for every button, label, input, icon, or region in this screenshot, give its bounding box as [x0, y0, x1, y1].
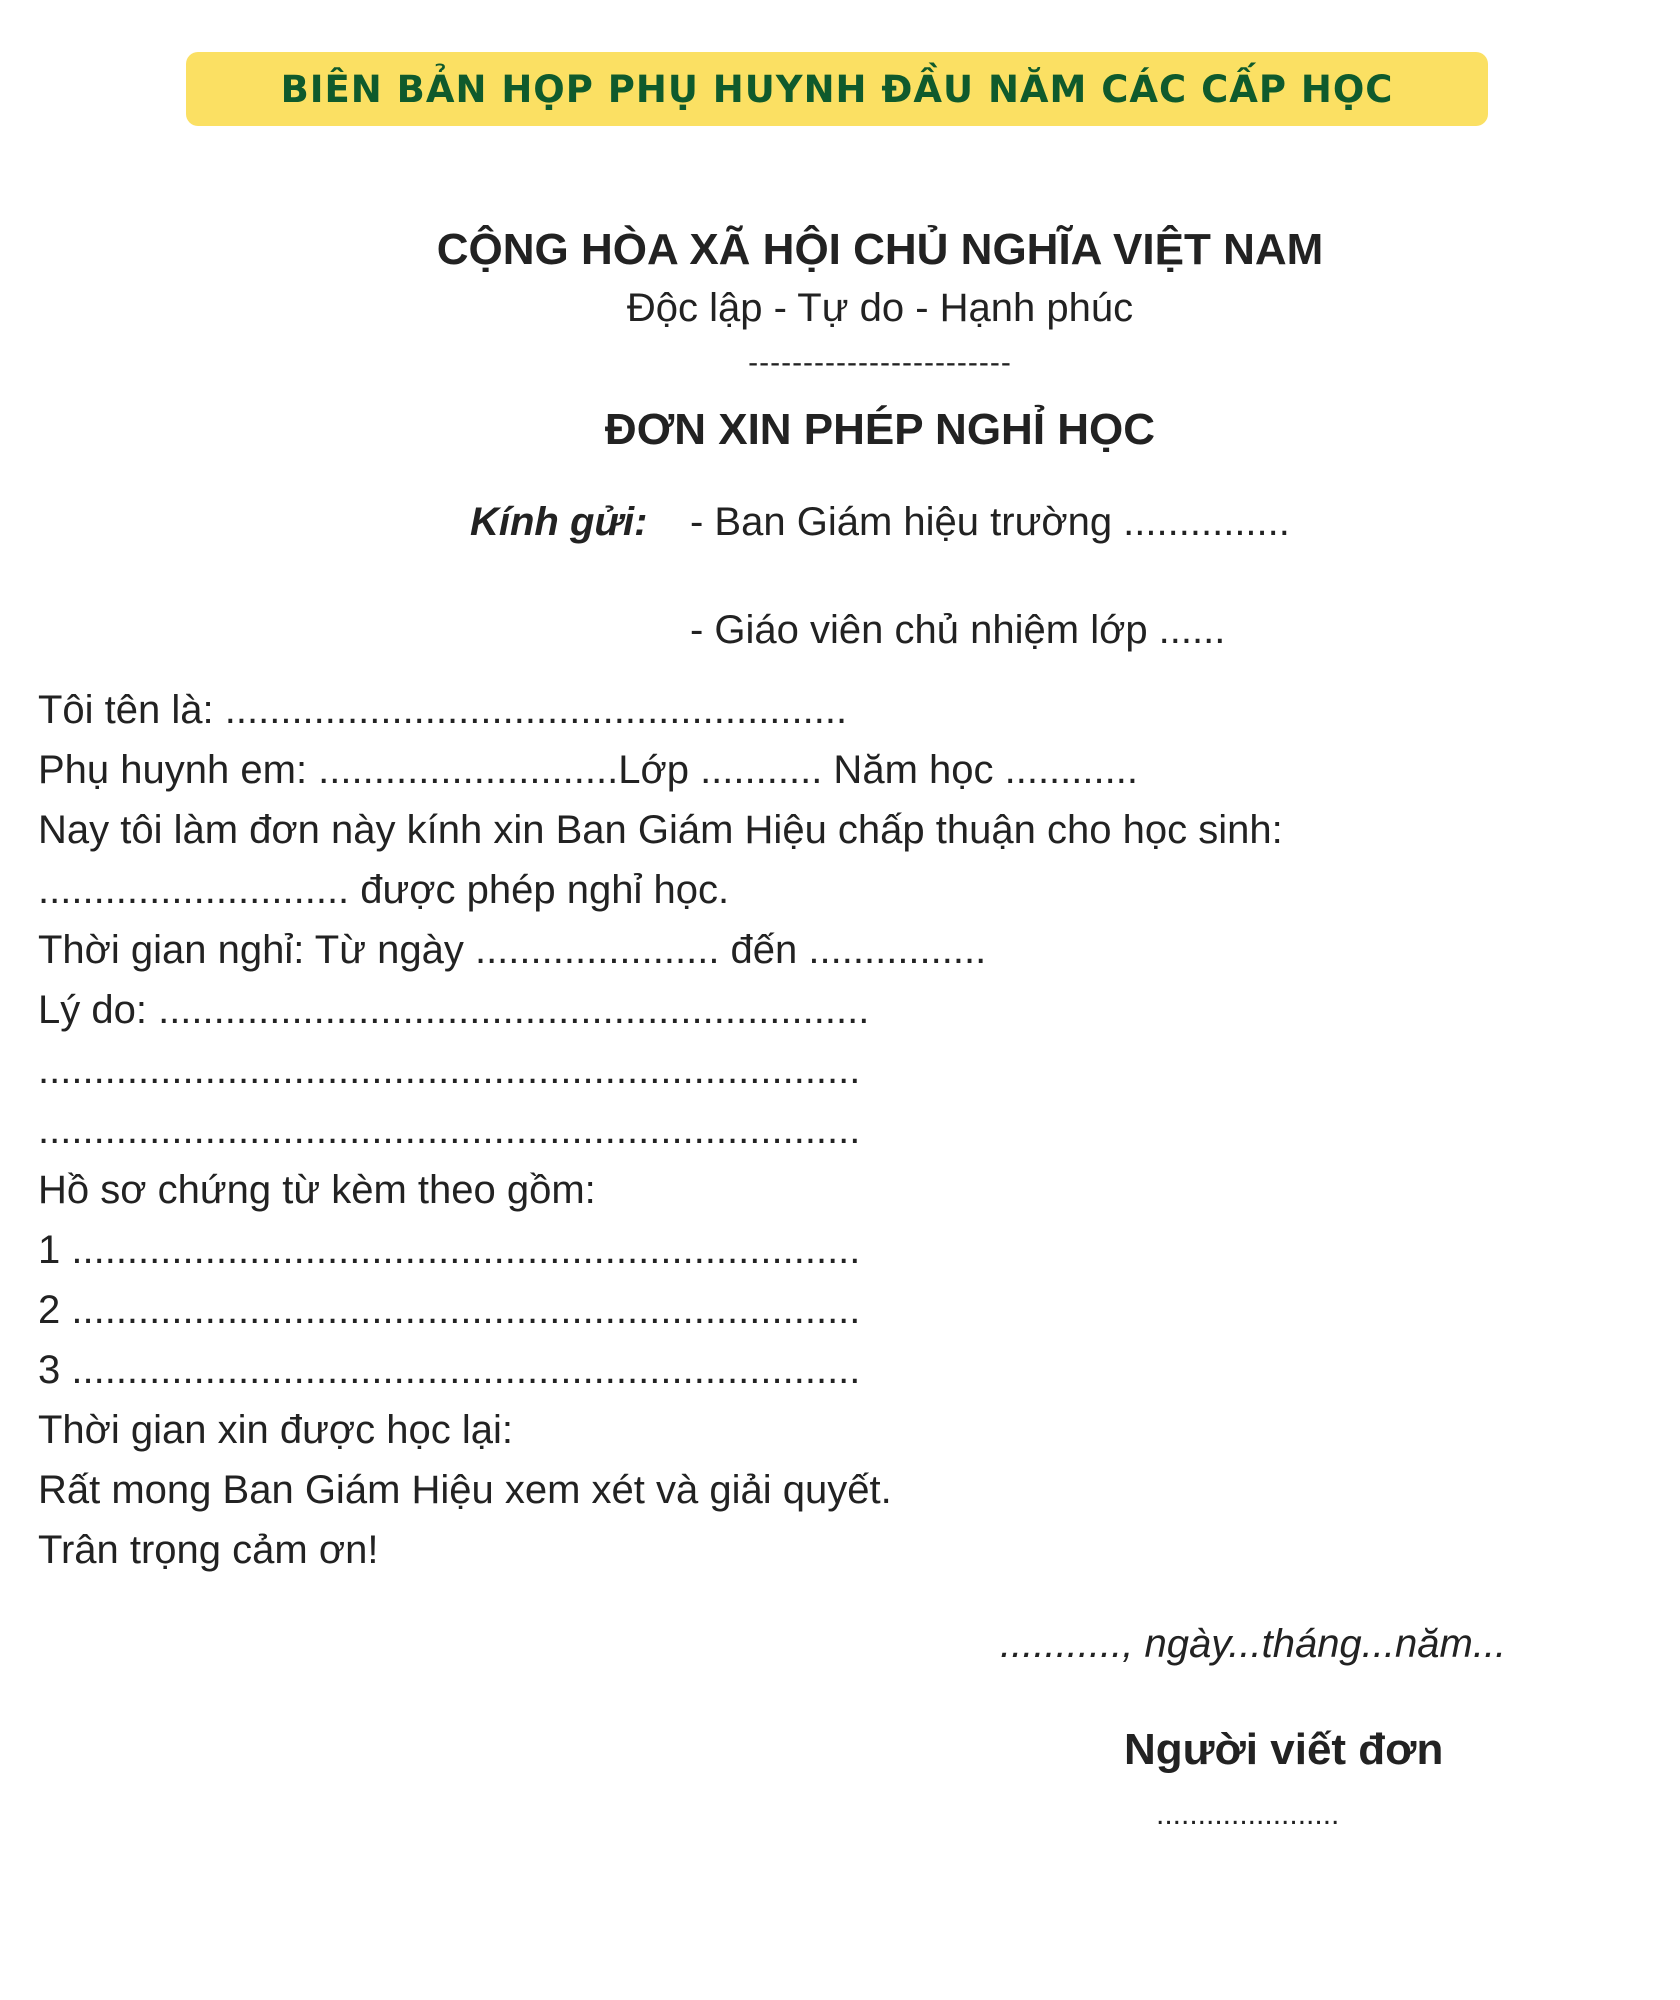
- body-line-reason-cont-2: ..........................................................................: [38, 1108, 861, 1152]
- body-line-attachment-3: 3 .......................................................................: [38, 1348, 861, 1392]
- body-line-attachment-2: 2 .......................................................................: [38, 1288, 861, 1332]
- recipient-label: Kính gửi:: [470, 500, 648, 544]
- body-line-period: Thời gian nghỉ: Từ ngày ...................... đến ................: [38, 928, 987, 972]
- body-line-thanks: Trân trọng cảm ơn!: [38, 1528, 379, 1572]
- recipient-teacher: - Giáo viên chủ nhiệm lớp ......: [690, 608, 1226, 652]
- body-line-name: Tôi tên là: ........................................................: [38, 688, 848, 732]
- signer-label: Người viết đơn: [1124, 1725, 1444, 1774]
- body-line-return-date: Thời gian xin được học lại:: [38, 1408, 513, 1452]
- body-line-closing: Rất mong Ban Giám Hiệu xem xét và giải quyết.: [38, 1468, 892, 1512]
- body-line-attachment-1: 1 .......................................................................: [38, 1228, 861, 1272]
- body-line-reason-cont-1: ..........................................................................: [38, 1048, 861, 1092]
- header-separator: ------------------------: [748, 346, 1012, 379]
- body-line-request: Nay tôi làm đơn này kính xin Ban Giám Hiệu chấp thuận cho học sinh:: [38, 808, 1283, 852]
- recipient-principal: - Ban Giám hiệu trường ...............: [690, 500, 1290, 544]
- date-line: ..........., ngày...tháng...năm...: [1000, 1622, 1507, 1666]
- signature-line: ......................: [1156, 1798, 1340, 1831]
- national-motto: Độc lập - Tự do - Hạnh phúc: [626, 286, 1134, 330]
- body-line-parent: Phụ huynh em: ...........................Lớp ........... Năm học ............: [38, 748, 1138, 792]
- body-line-reason: Lý do: ................................................................: [38, 988, 870, 1032]
- document-title: ĐƠN XIN PHÉP NGHỈ HỌC: [604, 405, 1156, 454]
- national-title: CỘNG HÒA XÃ HỘI CHỦ NGHĨA VIỆT NAM: [436, 225, 1324, 274]
- article-banner: BIÊN BẢN HỌP PHỤ HUYNH ĐẦU NĂM CÁC CẤP HỌC: [186, 52, 1488, 126]
- body-line-student: ............................ được phép nghỉ học.: [38, 868, 730, 912]
- body-line-attachments: Hồ sơ chứng từ kèm theo gồm:: [38, 1168, 596, 1212]
